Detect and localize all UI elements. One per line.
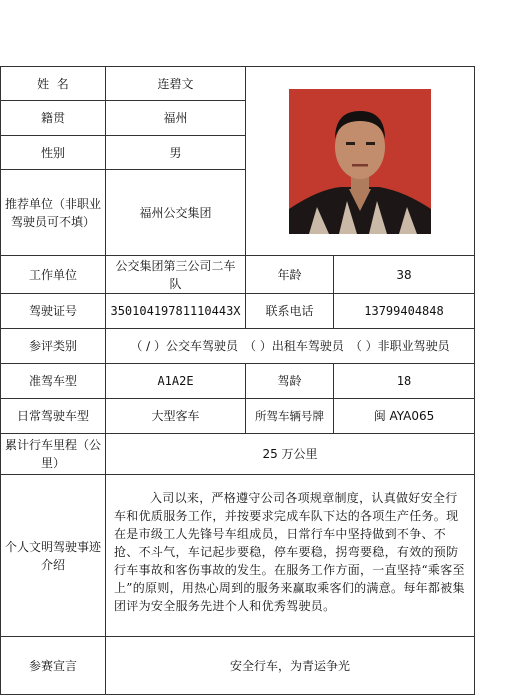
motto-value: 安全行车，为青运争光: [106, 637, 475, 695]
category-label: 参评类别: [1, 329, 106, 364]
origin-label: 籍贯: [1, 101, 106, 136]
intro-label: 个人文明驾驶事迹介绍: [1, 475, 106, 637]
portrait-photo: [289, 89, 431, 234]
name-label: 姓 名: [1, 67, 106, 101]
driving-years-label: 驾龄: [246, 364, 334, 399]
mileage-value: 25 万公里: [106, 434, 475, 475]
vehicle-class-value: A1A2E: [106, 364, 246, 399]
age-label: 年龄: [246, 256, 334, 294]
license-value: 35010419781110443X: [106, 294, 246, 329]
phone-value: 13799404848: [334, 294, 475, 329]
category-value: （ ∕ ）公交车驾驶员 （ ）出租车驾驶员 （ ）非职业驾驶员: [106, 329, 475, 364]
daily-vehicle-value: 大型客车: [106, 399, 246, 434]
recommender-label: 推荐单位（非职业驾驶员可不填）: [1, 170, 106, 256]
driving-years-value: 18: [334, 364, 475, 399]
vehicle-class-label: 准驾车型: [1, 364, 106, 399]
origin-value: 福州: [106, 101, 246, 136]
plate-label: 所驾车辆号牌: [246, 399, 334, 434]
motto-label: 参赛宣言: [1, 637, 106, 695]
daily-vehicle-label: 日常驾驶车型: [1, 399, 106, 434]
employer-label: 工作单位: [1, 256, 106, 294]
recommender-value: 福州公交集团: [106, 170, 246, 256]
gender-value: 男: [106, 136, 246, 170]
gender-label: 性别: [1, 136, 106, 170]
phone-label: 联系电话: [246, 294, 334, 329]
intro-text: 入司以来，严格遵守公司各项规章制度，认真做好安全行车和优质服务工作，并按要求完成车队下达的各项生产任务。现在是市级工人先锋号车组成员，日常行车中坚持做到不争、不抢、不斗气，车记起步要稳，停车要稳，拐弯要稳，有效的预防行车事故和客伤事故的发生。在服务工作方面，一直坚持“乘客至上”的原则，用热心周到的服务来赢取乘客们的满意。每年都被集团评为安全服务先进个人和优秀驾驶员。: [106, 475, 475, 637]
mileage-label: 累计行车里程（公里）: [1, 434, 106, 475]
name-value: 连碧文: [106, 67, 246, 101]
license-label: 驾驶证号: [1, 294, 106, 329]
plate-value: 闽 AYA065: [334, 399, 475, 434]
registration-form: [0, 66, 475, 695]
photo-cell: [246, 67, 475, 256]
age-value: 38: [334, 256, 475, 294]
employer-value: 公交集团第三公司二车队: [106, 256, 246, 294]
